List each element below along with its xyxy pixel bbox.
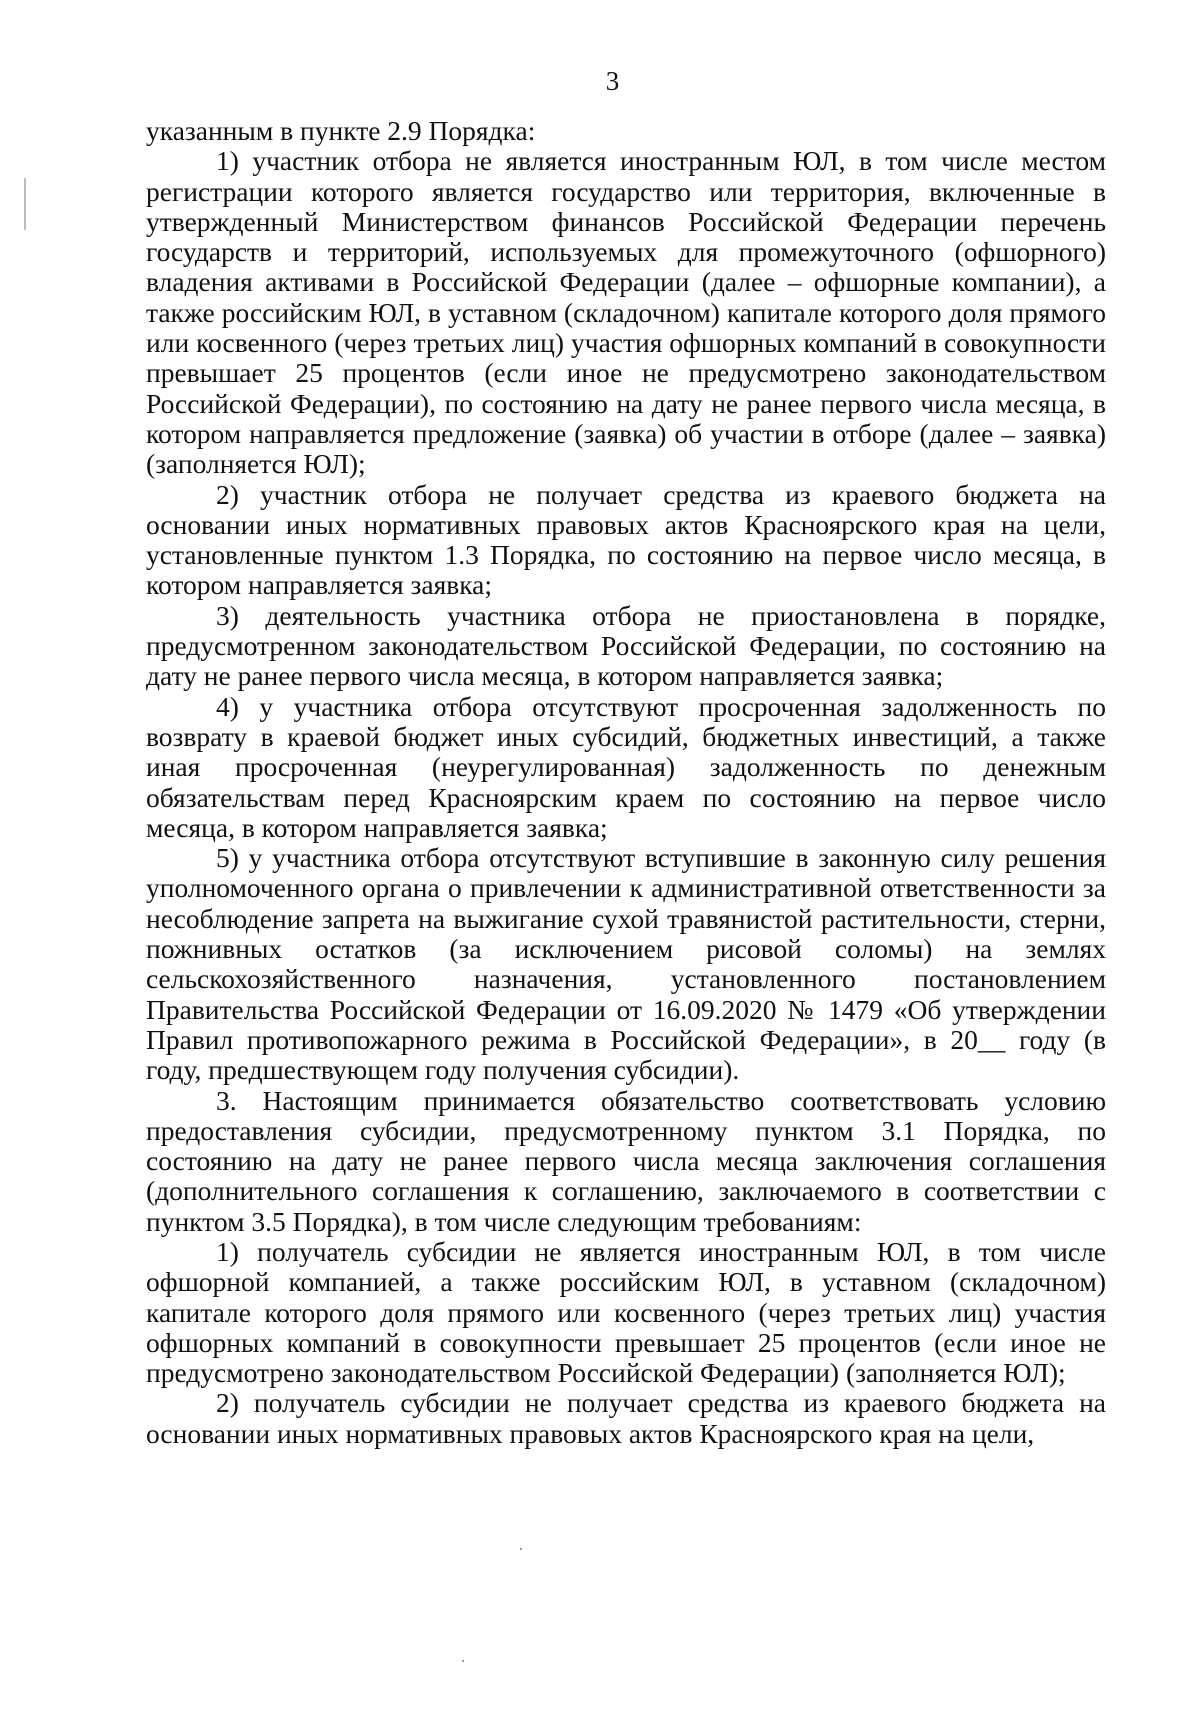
scan-speck: [462, 1660, 464, 1662]
paragraph-item-5: 5) у участника отбора отсутствуют вступившие в законную силу решения уполномоченного органа о привлечении к административной ответственности за несоблюдение запрета на выжигание сухой травянистой растительности, стерни, пожнивных остатков (за исключением рисовой соломы) на землях сельскохозяйственного назначения, установленного постановлением Правительства Российской Федерации от 16.09.2020 № 1479 «Об утверждении Правил противопожарного режима в Российской Федерации», в 20__ году (в году, предшествующем году получения субсидии).: [146, 842, 1106, 1086]
paragraph-section-3: 3. Настоящим принимается обязательство соответствовать условию предоставления субсидии, предусмотренному пунктом 3.1 Порядка, по состоянию на дату не ранее первого числа месяца заключения соглашения (дополнительного соглашения к соглашению, заключаемого в соответствии с пунктом 3.5 Порядка), в том числе следующим требованиям:: [146, 1084, 1106, 1237]
paragraph-item-3: 3) деятельность участника отбора не приостановлена в порядке, предусмотренном законодательством Российской Федерации, по состоянию на дату не ранее первого числа месяца, в котором направляется заявка;: [146, 599, 1106, 692]
page-number: 3: [605, 66, 620, 96]
paragraph-item-2: 2) участник отбора не получает средства из краевого бюджета на основании иных нормативных правовых актов Красноярского края на цели, установленные пунктом 1.3 Порядка, по состоянию на первое число месяца, в котором направляется заявка;: [146, 478, 1106, 601]
paragraph-item-1: 1) участник отбора не является иностранным ЮЛ, в том числе местом регистрации которого является государство или территория, включенные в утвержденный Министерством финансов Российской Федерации перечень государств и территорий, используемых для промежуточного (офшорного) владения активами в Российской Федерации (далее – офшорные компании), а также российским ЮЛ, в уставном (складочном) капитале которого доля прямого или косвенного (через третьих лиц) участия офшорных компаний в совокупности превышает 25 процентов (если иное не предусмотрено законодательством Российской Федерации), по состоянию на дату не ранее первого числа месяца, в котором направляется предложение (заявка) об участии в отборе (далее – заявка) (заполняется ЮЛ);: [146, 145, 1106, 480]
paragraph-item-4: 4) у участника отбора отсутствуют просроченная задолженность по возврату в краевой бюджет иных субсидий, бюджетных инвестиций, а также иная просроченная (неурегулированная) задолженность по денежным обязательствам перед Красноярским краем по состоянию на первое число месяца, в котором направляется заявка;: [146, 690, 1106, 843]
document-body: [146, 116, 1106, 1449]
paragraph-intro: указанным в пункте 2.9 Порядка:: [146, 115, 536, 146]
scan-margin-mark: [24, 178, 26, 230]
paragraph-section-3-item-1: 1) получатель субсидии не является иностранным ЮЛ, в том числе офшорной компанией, а также российским ЮЛ, в уставном (складочном) капитале которого доля прямого или косвенного (через третьих лиц) участия офшорных компаний в совокупности превышает 25 процентов (если иное не предусмотрено законодательством Российской Федерации) (заполняется ЮЛ);: [146, 1235, 1106, 1389]
scan-speck: [520, 1548, 522, 1550]
paragraph-section-3-item-2: 2) получатель субсидии не получает средства из краевого бюджета на основании иных нормативных правовых актов Красноярского края на цели,: [146, 1387, 1106, 1449]
